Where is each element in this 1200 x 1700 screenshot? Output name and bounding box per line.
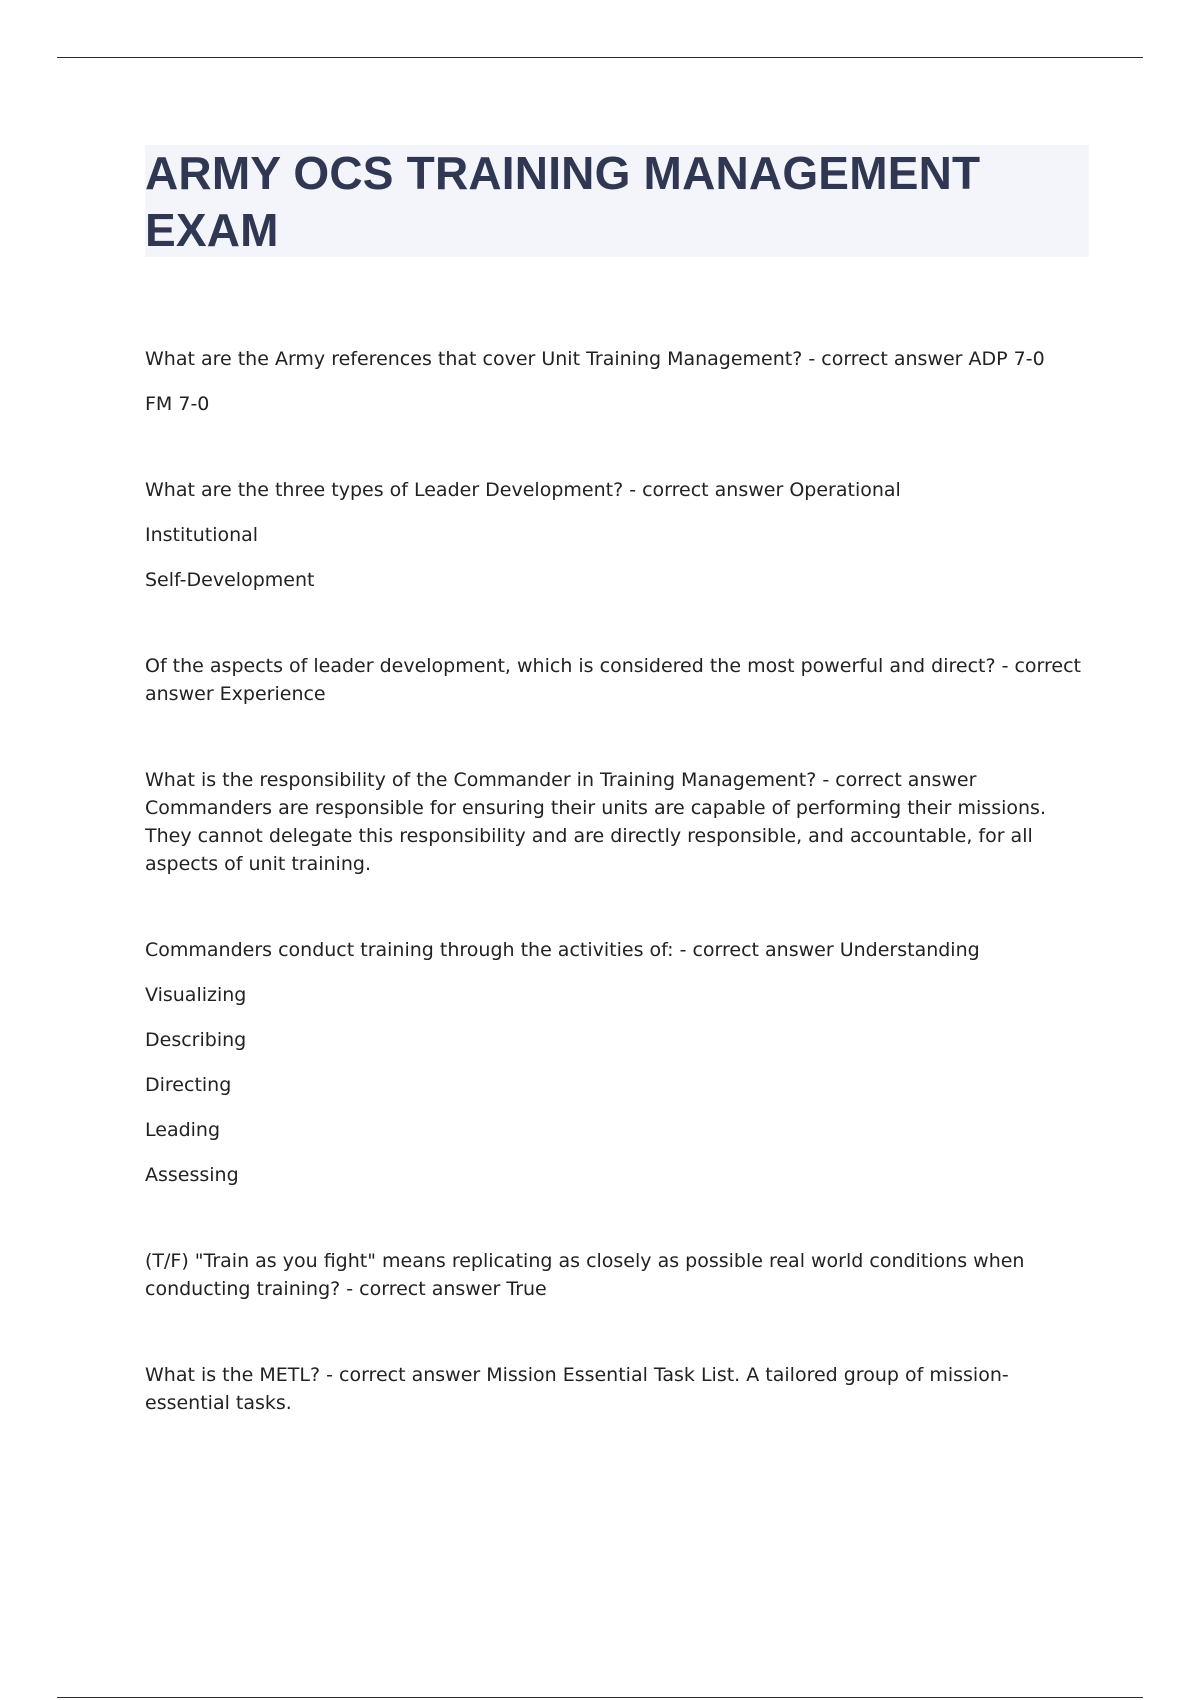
qa-item-5	[145, 936, 1085, 1189]
qa-question: What are the Army references that cover Unit Training Management? - correct answer ADP 7-0	[145, 348, 1045, 370]
qa-question: What are the three types of Leader Development? - correct answer Operational	[145, 479, 901, 501]
qa-question: What is the METL? - correct answer Mission Essential Task List. A tailored group of mission-essential tasks.	[145, 1364, 1009, 1414]
qa-answer-line: Leading	[145, 1119, 221, 1141]
top-rule	[57, 57, 1143, 58]
qa-list	[145, 345, 1085, 1475]
qa-item-3	[145, 652, 1085, 708]
qa-question: (T/F) "Train as you fight" means replicating as closely as possible real world conditions when conducting training? - correct answer True	[145, 1250, 1025, 1300]
qa-answer-line: FM 7-0	[145, 393, 210, 415]
qa-item-1	[145, 345, 1085, 418]
qa-item-6	[145, 1247, 1085, 1303]
qa-answer-line: Institutional	[145, 524, 259, 546]
qa-answer-line: Visualizing	[145, 984, 247, 1006]
qa-item-4	[145, 766, 1085, 878]
qa-question: Of the aspects of leader development, which is considered the most powerful and direct? - correct answer Experience	[145, 655, 1082, 705]
qa-item-7	[145, 1361, 1085, 1417]
qa-answer-line: Directing	[145, 1074, 232, 1096]
bottom-rule	[57, 1697, 1143, 1698]
title-banner	[145, 145, 1089, 257]
qa-answer-line: Self-Development	[145, 569, 315, 591]
qa-question: What is the responsibility of the Commander in Training Management? - correct answer Commanders are responsible for ensuring their units are capable of performing their missions. They cannot delegate this responsibility and are directly responsible, and accountable, for all aspects of unit training.	[145, 769, 1046, 875]
qa-answer-line: Assessing	[145, 1164, 239, 1186]
qa-question: Commanders conduct training through the activities of: - correct answer Understanding	[145, 939, 980, 961]
qa-answer-line: Describing	[145, 1029, 247, 1051]
qa-item-2	[145, 476, 1085, 594]
document-title: ARMY OCS TRAINING MANAGEMENT EXAM	[145, 147, 981, 256]
